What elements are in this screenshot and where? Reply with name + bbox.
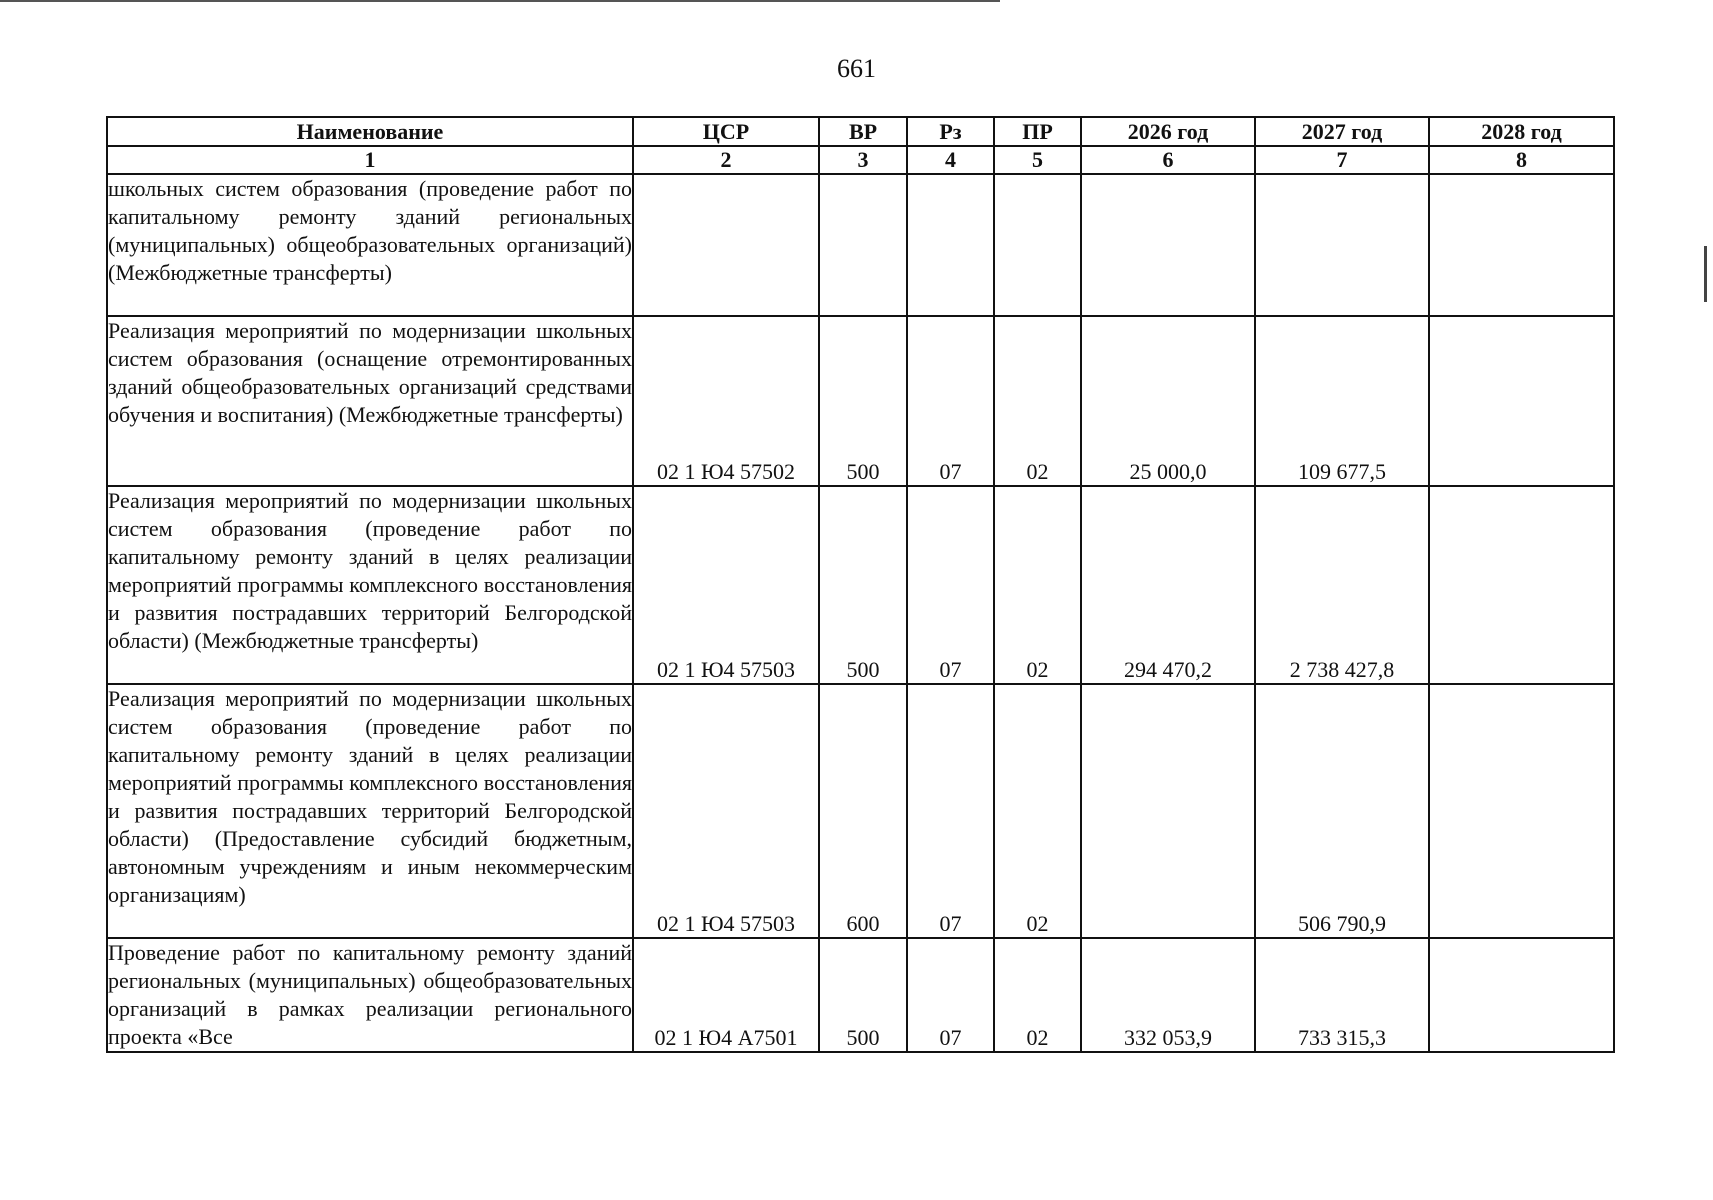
column-number-row <box>107 146 1614 174</box>
row-2028 <box>1429 174 1614 316</box>
row-2028 <box>1429 316 1614 486</box>
row-pr <box>994 174 1081 316</box>
row-pr: 02 <box>994 486 1081 684</box>
column-number: 7 <box>1255 146 1429 174</box>
header-pr: ПР <box>994 117 1081 146</box>
row-pr: 02 <box>994 316 1081 486</box>
budget-table <box>106 116 1615 1053</box>
header-csr: ЦСР <box>633 117 819 146</box>
header-vr: ВР <box>819 117 907 146</box>
row-2027: 109 677,5 <box>1255 316 1429 486</box>
row-name: Реализация мероприятий по модернизации школьных систем образования (оснащение отремонтированных зданий общеобразовательных организаций средствами обучения и воспитания) (Межбюджетные трансферты) <box>107 316 633 486</box>
column-number: 6 <box>1081 146 1255 174</box>
row-csr: 02 1 Ю4 57502 <box>633 316 819 486</box>
row-vr: 500 <box>819 486 907 684</box>
row-2026: 294 470,2 <box>1081 486 1255 684</box>
row-2028 <box>1429 938 1614 1052</box>
table-row <box>107 486 1614 684</box>
row-rz: 07 <box>907 684 994 938</box>
row-rz: 07 <box>907 486 994 684</box>
row-2028 <box>1429 486 1614 684</box>
row-csr: 02 1 Ю4 57503 <box>633 486 819 684</box>
row-vr <box>819 174 907 316</box>
row-csr <box>633 174 819 316</box>
row-2027: 2 738 427,8 <box>1255 486 1429 684</box>
table-row <box>107 684 1614 938</box>
row-vr: 500 <box>819 938 907 1052</box>
row-rz: 07 <box>907 938 994 1052</box>
header-name: Наименование <box>107 117 633 146</box>
row-rz: 07 <box>907 316 994 486</box>
row-2026: 332 053,9 <box>1081 938 1255 1052</box>
scan-margin-mark <box>1704 246 1707 302</box>
row-2027: 506 790,9 <box>1255 684 1429 938</box>
row-name: школьных систем образования (проведение работ по капитальному ремонту зданий региональных (муниципальных) общеобразовательных организаций) (Межбюджетные трансферты) <box>107 174 633 316</box>
column-number: 1 <box>107 146 633 174</box>
row-vr: 500 <box>819 316 907 486</box>
row-pr: 02 <box>994 938 1081 1052</box>
row-2027: 733 315,3 <box>1255 938 1429 1052</box>
row-2026 <box>1081 684 1255 938</box>
header-rz: Рз <box>907 117 994 146</box>
row-rz <box>907 174 994 316</box>
table-header-row <box>107 117 1614 146</box>
column-number: 8 <box>1429 146 1614 174</box>
header-2027: 2027 год <box>1255 117 1429 146</box>
table-row <box>107 316 1614 486</box>
row-vr: 600 <box>819 684 907 938</box>
row-2027 <box>1255 174 1429 316</box>
header-2026: 2026 год <box>1081 117 1255 146</box>
scan-edge-line <box>0 0 1000 2</box>
row-name: Реализация мероприятий по модернизации школьных систем образования (проведение работ по капитальному ремонту зданий в целях реализации мероприятий программы комплексного восстановления и развития пострадавших территорий Белгородской области) (Межбюджетные трансферты) <box>107 486 633 684</box>
row-pr: 02 <box>994 684 1081 938</box>
row-2028 <box>1429 684 1614 938</box>
row-csr: 02 1 Ю4 57503 <box>633 684 819 938</box>
row-csr: 02 1 Ю4 А7501 <box>633 938 819 1052</box>
row-name: Проведение работ по капитальному ремонту зданий региональных (муниципальных) общеобразовательных организаций в рамках реализации регионального проекта «Все <box>107 938 633 1052</box>
column-number: 3 <box>819 146 907 174</box>
table-row <box>107 174 1614 316</box>
column-number: 5 <box>994 146 1081 174</box>
table-row <box>107 938 1614 1052</box>
row-2026: 25 000,0 <box>1081 316 1255 486</box>
row-2026 <box>1081 174 1255 316</box>
column-number: 4 <box>907 146 994 174</box>
column-number: 2 <box>633 146 819 174</box>
row-name: Реализация мероприятий по модернизации школьных систем образования (проведение работ по капитальному ремонту зданий в целях реализации мероприятий программы комплексного восстановления и развития пострадавших территорий Белгородской области) (Предоставление субсидий бюджетным, автономным учреждениям и иным некоммерческим организациям) <box>107 684 633 938</box>
page-number: 661 <box>837 54 876 83</box>
header-2028: 2028 год <box>1429 117 1614 146</box>
